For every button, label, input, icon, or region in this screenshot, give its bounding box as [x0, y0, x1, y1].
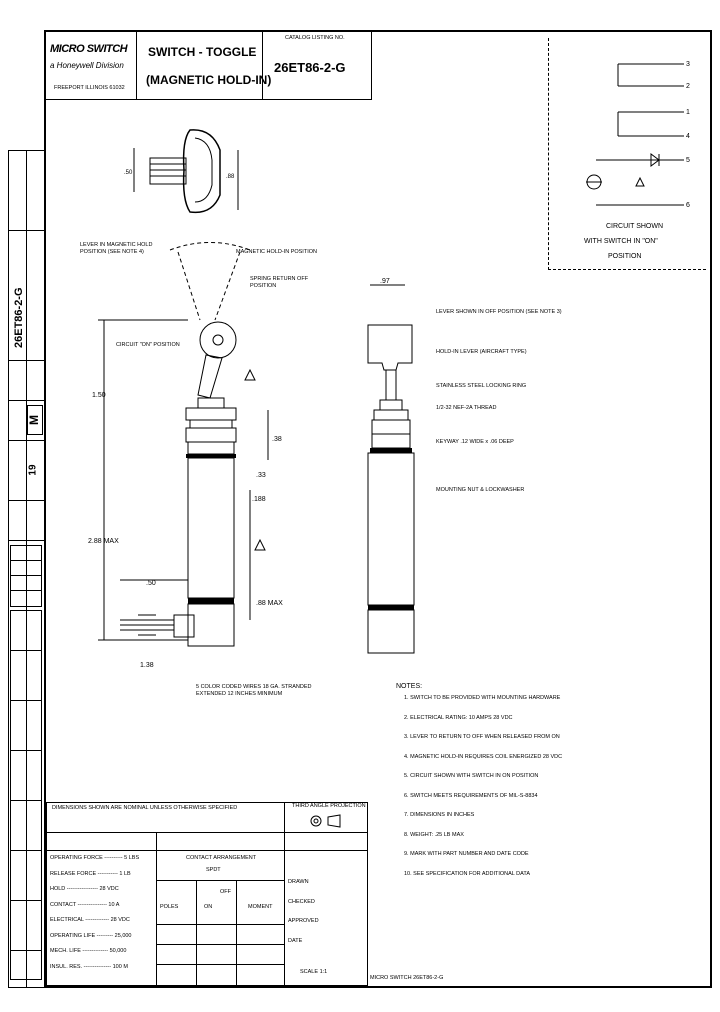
table-row: HOLD ----------------- 28 VDC — [50, 886, 119, 892]
table-header-note: DIMENSIONS SHOWN ARE NOMINAL UNLESS OTHERWISE SPECIFIED — [52, 805, 238, 811]
front-view-drawing — [360, 275, 440, 655]
note-item: 8. WEIGHT: .25 LB MAX — [404, 831, 464, 838]
note-item: 1. SWITCH TO BE PROVIDED WITH MOUNTING HARDWARE — [404, 695, 561, 701]
mid-col-label: ON — [204, 904, 213, 910]
logo-text: MICRO SWITCH — [50, 43, 128, 55]
title-divider — [136, 32, 137, 100]
note-item: 2. ELECTRICAL RATING: 10 AMPS 28 VDC — [404, 714, 513, 721]
side-sheet-number: 19 — [27, 464, 39, 476]
table-row: MECH. LIFE -------------- 50,000 — [50, 948, 127, 954]
end-view-drawing — [120, 120, 260, 220]
contact-arrangement-sub: SPDT — [206, 867, 221, 873]
right-note-1: LEVER SHOWN IN OFF POSITION (SEE NOTE 3) — [436, 309, 562, 315]
scale-label: SCALE 1:1 — [300, 969, 328, 975]
mid-col-label: MOMENT — [248, 904, 273, 910]
table-line — [46, 832, 368, 833]
right-note-5: KEYWAY .12 WIDE x .06 DEEP — [436, 439, 514, 445]
projection-symbol — [306, 812, 346, 830]
side-part-number: 26ET86-2-G — [13, 287, 25, 348]
note-item: 7. DIMENSIONS IN INCHES — [404, 812, 475, 818]
description-line-2: (MAGNETIC HOLD-IN) — [146, 73, 272, 87]
off-position-note: SPRING RETURN OFF POSITION — [250, 276, 309, 289]
left-hold-note: LEVER IN MAGNETIC HOLD POSITION (SEE NOTE 4) — [80, 242, 153, 255]
right-note-3: STAINLESS STEEL LOCKING RING — [436, 383, 527, 389]
dim-h: .50 — [146, 580, 156, 587]
table-row: RELEASE FORCE ----------- 1 LB — [50, 870, 131, 877]
table-line — [156, 944, 284, 945]
table-line — [156, 880, 284, 881]
dim-f: .188 — [252, 496, 266, 503]
note-item: 10. SEE SPECIFICATION FOR ADDITIONAL DATA — [404, 870, 531, 877]
table-col — [236, 880, 237, 986]
note-item: 3. LEVER TO RETURN TO OFF WHEN RELEASED FROM ON — [404, 734, 560, 740]
catalog-part-number: 26ET86-2-G — [274, 60, 346, 75]
approval-row: APPROVED — [288, 918, 319, 924]
svg-text:.50: .50 — [124, 170, 133, 176]
on-position-note: CIRCUIT "ON" POSITION — [116, 342, 180, 348]
svg-text:3: 3 — [686, 61, 690, 68]
table-left-rows — [50, 856, 154, 980]
right-note-6: MOUNTING NUT & LOCKWASHER — [436, 487, 525, 493]
table-line — [46, 850, 368, 851]
right-note-4: 1/2-32 NEF-2A THREAD — [436, 405, 497, 411]
approval-row: DATE — [288, 937, 303, 944]
svg-text:.88: .88 — [226, 174, 235, 180]
circuit-caption-3: POSITION — [608, 253, 642, 260]
mid-col-label: POLES — [160, 904, 179, 910]
contact-arrangement-head: CONTACT ARRANGEMENT — [186, 855, 257, 861]
note-item: 9. MARK WITH PART NUMBER AND DATE CODE — [404, 851, 529, 857]
dim-e: .33 — [256, 472, 266, 479]
note-item: 5. CIRCUIT SHOWN WITH SWITCH IN ON POSITION — [404, 773, 539, 779]
title-divider — [262, 32, 263, 100]
catalog-label: CATALOG LISTING NO. — [285, 35, 345, 41]
notes-list — [404, 696, 704, 891]
side-view-drawing — [90, 230, 360, 670]
wire-note: 5 COLOR CODED WIRES 18 GA. STRANDED EXTENDED 12 INCHES MINIMUM — [196, 684, 312, 698]
logo-small: FREEPORT ILLINOIS 61032 — [54, 85, 125, 91]
dim-d: .38 — [272, 436, 282, 443]
dim-top: .97 — [380, 278, 390, 285]
approval-row: CHECKED — [288, 898, 315, 905]
circuit-caption-2: WITH SWITCH IN "ON" — [584, 238, 658, 245]
table-line — [156, 924, 284, 925]
svg-text:4: 4 — [686, 133, 690, 140]
note-item: 4. MAGNETIC HOLD-IN REQUIRES COIL ENERGIZED 28 VDC — [404, 753, 563, 760]
magnetic-hold-note: MAGNETIC HOLD-IN POSITION — [236, 249, 317, 255]
svg-text:5: 5 — [686, 157, 690, 164]
table-row: OPERATING LIFE --------- 25,000 — [50, 932, 132, 939]
right-note-2: HOLD-IN LEVER (AIRCRAFT TYPE) — [436, 349, 527, 355]
svg-text:6: 6 — [686, 202, 690, 209]
table-row: CONTACT ---------------- 10 A — [50, 901, 120, 908]
notes-header: NOTES: — [396, 683, 423, 690]
approval-rows — [288, 880, 368, 958]
table-row: INSUL. RES. --------------- 100 M — [50, 963, 128, 970]
svg-text:2: 2 — [686, 83, 690, 90]
svg-text:1: 1 — [686, 109, 690, 116]
logo-sub: a Honeywell Division — [50, 61, 124, 70]
table-col — [196, 880, 197, 986]
dim-a: 1.50 — [92, 392, 106, 399]
projection-label: THIRD ANGLE PROJECTION — [292, 803, 366, 809]
table-col — [284, 802, 285, 986]
note-item: 6. SWITCH MEETS REQUIREMENTS OF MIL-S-8834 — [404, 792, 538, 799]
table-line — [156, 964, 284, 965]
circuit-caption-1: CIRCUIT SHOWN — [606, 223, 664, 230]
footer-text: MICRO SWITCH 26ET86-2-G — [370, 975, 444, 981]
table-row: ELECTRICAL ------------- 28 VDC — [50, 917, 130, 923]
table-row: OPERATING FORCE ---------- 5 LBS — [50, 855, 140, 861]
dim-c: 2.88 MAX — [88, 538, 119, 545]
circuit-schematic — [556, 50, 706, 220]
mid-col-label: OFF — [220, 889, 231, 895]
approval-row: DRAWN — [288, 879, 309, 885]
table-col — [156, 832, 157, 986]
side-logo: M — [27, 415, 41, 425]
dim-b: 1.38 — [140, 662, 154, 669]
description-line-1: SWITCH - TOGGLE — [148, 45, 257, 59]
dim-g: .88 MAX — [256, 600, 283, 607]
